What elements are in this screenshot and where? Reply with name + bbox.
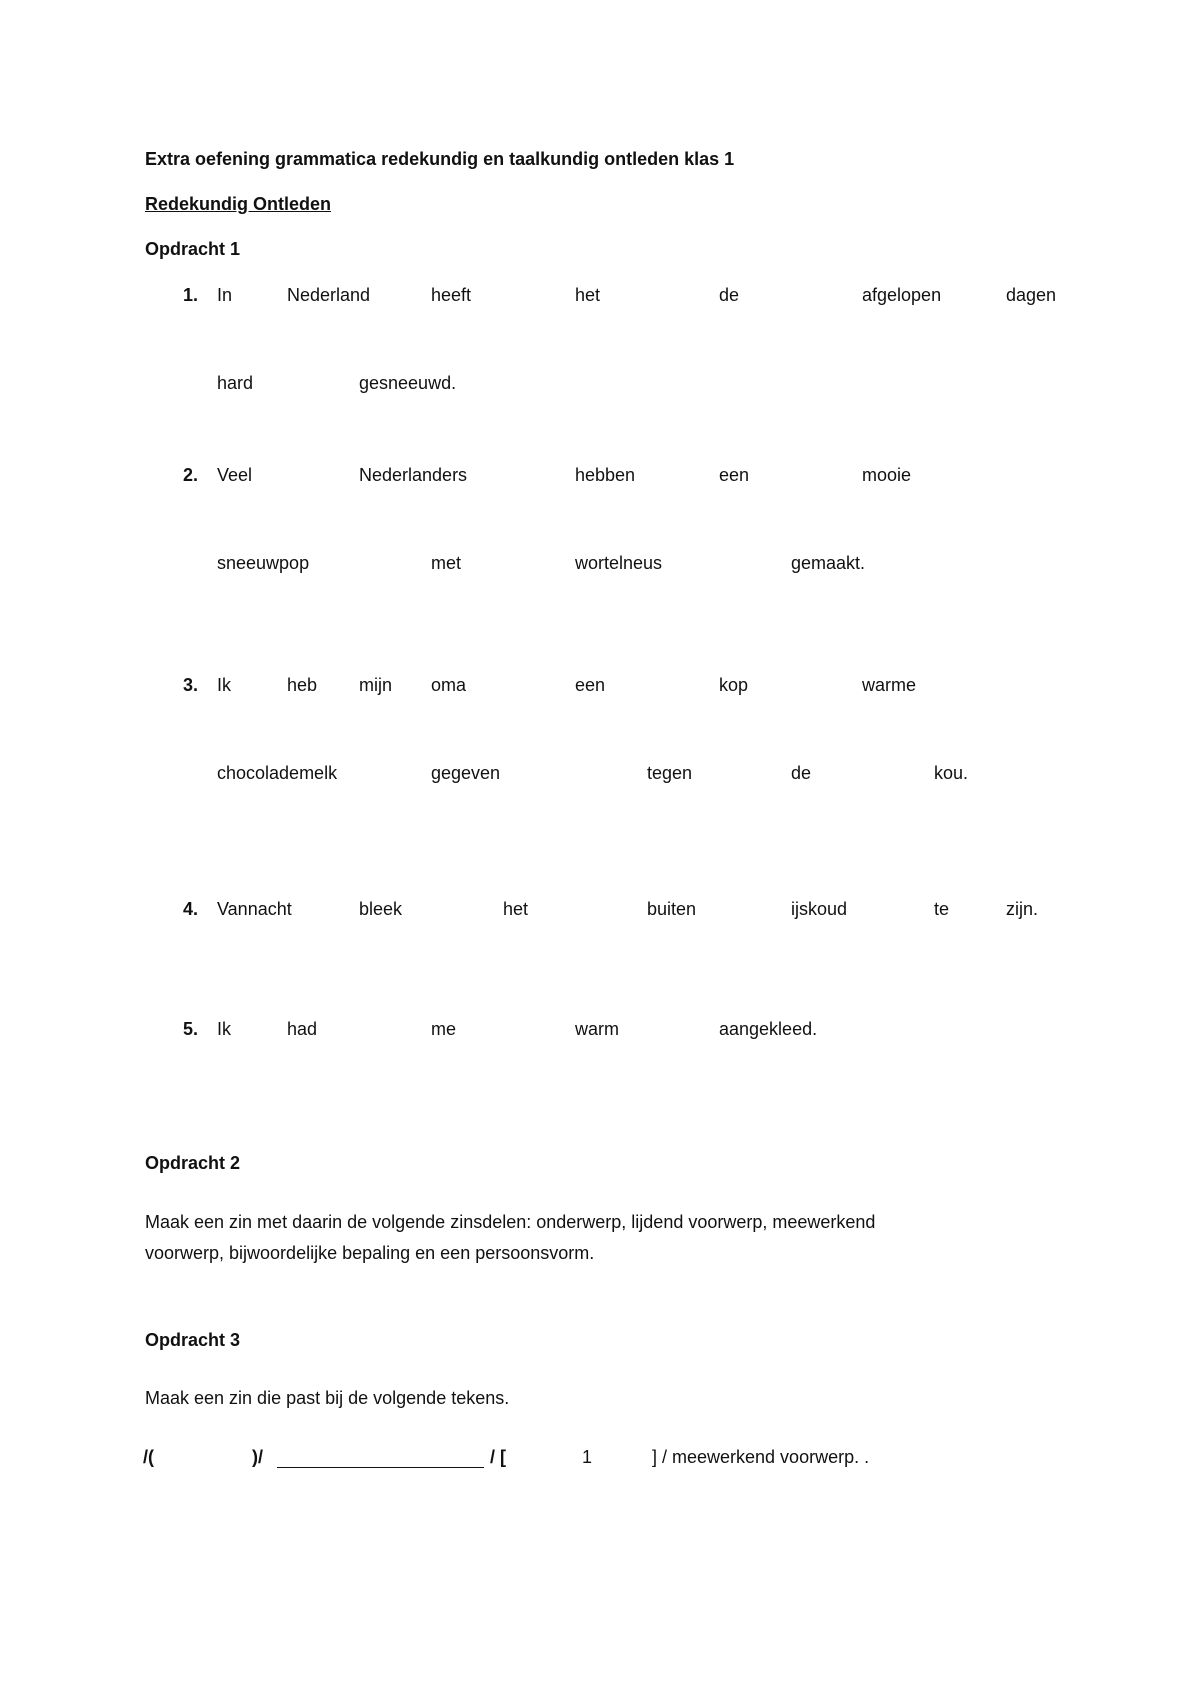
word: met (431, 553, 462, 573)
opdracht2-text-line1: Maak een zin met daarin de volgende zinsdelen: onderwerp, lijdend voorwerp, meewerkend (145, 1212, 876, 1232)
opdracht3-heading: Opdracht 3 (145, 1330, 241, 1350)
word: warme (862, 675, 917, 695)
word: had (287, 1019, 318, 1039)
word: gesneeuwd. (359, 373, 457, 393)
item-number: 3. (182, 675, 198, 695)
word: Nederlanders (359, 465, 468, 485)
round-bracket-close: )/ (252, 1447, 263, 1467)
word: Veel (217, 465, 253, 485)
word: mijn (359, 675, 393, 695)
word: ijskoud (791, 899, 848, 919)
document-title: Extra oefening grammatica redekundig en taalkundig ontleden klas 1 (145, 149, 735, 169)
item-number: 4. (182, 899, 198, 919)
word: aangekleed. (719, 1019, 818, 1039)
opdracht2-text-line2: voorwerp, bijwoordelijke bepaling en een persoonsvorm. (145, 1243, 595, 1263)
word: heeft (431, 285, 472, 305)
word: afgelopen (862, 285, 942, 305)
square-bracket-close-label: ] / meewerkend voorwerp. . (652, 1447, 870, 1467)
word: gegeven (431, 763, 501, 783)
word: tegen (647, 763, 693, 783)
word: Vannacht (217, 899, 292, 919)
word: Ik (217, 675, 232, 695)
opdracht2-heading: Opdracht 2 (145, 1153, 241, 1173)
word: kop (719, 675, 749, 695)
section-heading: Redekundig Ontleden (145, 194, 332, 214)
word: heb (287, 675, 318, 695)
word: warm (575, 1019, 619, 1039)
word: zijn. (1006, 899, 1039, 919)
word: In (217, 285, 233, 305)
item-number: 1. (182, 285, 198, 305)
word: bleek (359, 899, 403, 919)
word: het (575, 285, 601, 305)
word: dagen (1006, 285, 1057, 305)
word: gemaakt. (791, 553, 866, 573)
item-number: 5. (182, 1019, 198, 1039)
opdracht1-heading: Opdracht 1 (145, 239, 241, 259)
round-bracket-open: /( (143, 1447, 154, 1467)
word: de (791, 763, 812, 783)
word: oma (431, 675, 467, 695)
word: chocolademelk (217, 763, 338, 783)
word: kou. (934, 763, 969, 783)
word: mooie (862, 465, 912, 485)
word: het (503, 899, 529, 919)
square-bracket-open: / [ (490, 1447, 506, 1467)
word: te (934, 899, 950, 919)
word: hard (217, 373, 254, 393)
word: Ik (217, 1019, 232, 1039)
word: een (575, 675, 606, 695)
word: buiten (647, 899, 697, 919)
word: wortelneus (575, 553, 663, 573)
answer-blank-line (277, 1449, 484, 1468)
word: Nederland (287, 285, 371, 305)
word: een (719, 465, 750, 485)
word: sneeuwpop (217, 553, 310, 573)
word: de (719, 285, 740, 305)
word: hebben (575, 465, 636, 485)
bracket-number: 1 (582, 1447, 593, 1467)
opdracht3-instruction: Maak een zin die past bij de volgende tekens. (145, 1388, 510, 1408)
word: me (431, 1019, 457, 1039)
item-number: 2. (182, 465, 198, 485)
